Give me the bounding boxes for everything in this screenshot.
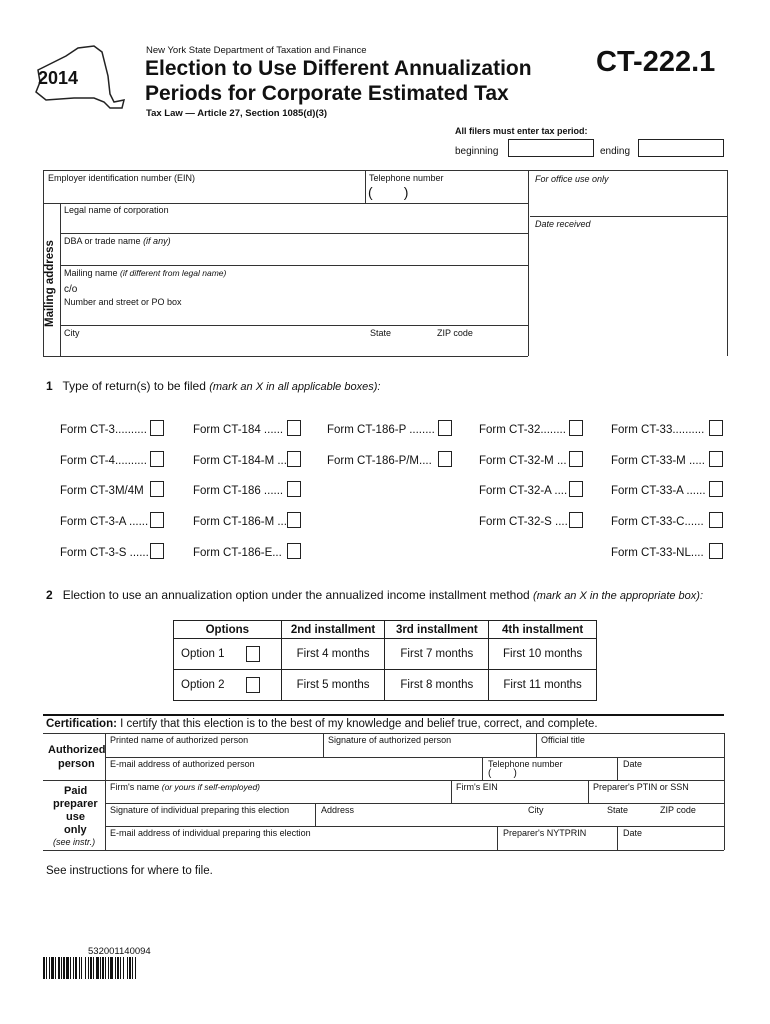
street-label: Number and street or PO box [64, 297, 182, 307]
auth-telephone-field[interactable]: ( ) [488, 768, 517, 779]
form-option-checkbox[interactable] [709, 543, 723, 559]
form-option-label: Form CT-186-E... [193, 547, 282, 559]
barcode-bar [81, 957, 82, 979]
ending-label: ending [600, 146, 631, 157]
table-row [174, 670, 597, 701]
barcode-bar [135, 957, 136, 979]
form-option-checkbox[interactable] [287, 512, 301, 528]
barcode-bar [85, 957, 86, 979]
nytprin-label: Preparer's NYTPRIN [503, 828, 587, 838]
form-option-checkbox[interactable] [709, 451, 723, 467]
table-cell: First 8 months [385, 670, 489, 701]
form-number: CT-222.1 [596, 46, 716, 78]
form-option-checkbox[interactable] [569, 512, 583, 528]
office-use-label: For office use only [535, 174, 609, 184]
form-option-label: Form CT-3.......... [60, 424, 147, 436]
beginning-label: beginning [455, 146, 499, 157]
installment3-header: 3rd installment [385, 621, 489, 639]
table-cell: First 10 months [489, 639, 597, 670]
telephone-field[interactable]: ( ) [368, 184, 409, 200]
form-option-checkbox[interactable] [709, 512, 723, 528]
barcode-bar [93, 957, 94, 979]
form-option-checkbox[interactable] [150, 543, 164, 559]
authorized-label: Authorized [48, 744, 106, 756]
form-option-label: Form CT-33.......... [611, 424, 705, 436]
form-option-label: Form CT-184-M ... [193, 455, 287, 467]
barcode-bar [49, 957, 50, 979]
law-reference: Tax Law — Article 27, Section 1085(d)(3) [146, 108, 328, 119]
firm-name-label [110, 782, 260, 792]
form-option-label: Form CT-32........ [479, 424, 566, 436]
option2-cell [174, 670, 282, 701]
barcode-bar [46, 957, 47, 979]
barcode-bar [73, 957, 74, 979]
barcode-bar [110, 957, 113, 979]
barcode [43, 957, 195, 979]
form-option-label: Form CT-186-P/M.... [327, 455, 432, 467]
installment2-header: 2nd installment [281, 621, 385, 639]
barcode-bar [55, 957, 56, 979]
prep-zip-label: ZIP code [660, 805, 696, 815]
form-option-label: Form CT-4.......... [60, 455, 147, 467]
table-cell: First 4 months [281, 639, 385, 670]
tax-period-heading: All filers must enter tax period: [455, 126, 588, 136]
address-label: Address [321, 805, 355, 815]
state-label: State [370, 328, 392, 338]
ein-label: Employer identification number (EIN) [48, 173, 196, 183]
form-title-line1: Election to Use Different Annualization [145, 57, 532, 80]
barcode-bar [63, 957, 65, 979]
form-option-checkbox[interactable] [569, 420, 583, 436]
barcode-bar [102, 957, 104, 979]
person-label: person [58, 758, 95, 770]
auth-telephone-label: Telephone number [488, 759, 563, 769]
form-option-checkbox[interactable] [709, 420, 723, 436]
form-option-label: Form CT-32-A .... [479, 485, 568, 497]
form-option-label: Form CT-184 ...... [193, 424, 284, 436]
dba-note: (if any) [143, 236, 171, 246]
preparer-label: preparer [53, 798, 98, 810]
certification-heading: Certification: [46, 718, 117, 730]
option2-checkbox[interactable] [246, 677, 260, 693]
installment4-header: 4th installment [489, 621, 597, 639]
barcode-bar [61, 957, 62, 979]
form-option-label: Form CT-186-M ... [193, 516, 287, 528]
form-option-checkbox[interactable] [438, 420, 452, 436]
firm-name-note: (or yours if self-employed) [161, 782, 261, 792]
line1-number: 1 [46, 379, 53, 393]
barcode-bar [105, 957, 106, 979]
barcode-bar [117, 957, 119, 979]
zip-label: ZIP code [437, 328, 473, 338]
beginning-date-field[interactable] [508, 139, 594, 157]
prep-email-label: E-mail address of individual preparing this election [110, 828, 311, 838]
form-option-checkbox[interactable] [150, 451, 164, 467]
printed-name-label: Printed name of authorized person [110, 735, 249, 745]
option1-cell [174, 639, 282, 670]
form-option-checkbox[interactable] [287, 451, 301, 467]
barcode-number: 532001140094 [88, 946, 151, 957]
date-received-label: Date received [535, 219, 591, 229]
mailing-name-text: Mailing name [64, 268, 118, 278]
form-option-checkbox[interactable] [438, 451, 452, 467]
line1-text: Type of return(s) to be filed [62, 379, 206, 393]
form-option-checkbox[interactable] [150, 420, 164, 436]
barcode-bar [127, 957, 128, 979]
barcode-bar [70, 957, 71, 979]
form-option-label: Form CT-3-A ...... [60, 516, 149, 528]
form-option-label: Form CT-32-M ... [479, 455, 567, 467]
barcode-bar [79, 957, 80, 979]
table-cell: First 11 months [489, 670, 597, 701]
barcode-bar [51, 957, 54, 979]
form-year: 2014 [38, 68, 79, 88]
filing-instructions: See instructions for where to file. [46, 865, 213, 877]
certification-statement [46, 718, 598, 730]
line2-note: (mark an X in the appropriate box): [533, 590, 704, 602]
paid-label: Paid [64, 785, 88, 797]
line2-text: Election to use an annualization option under the annualized income installment method [62, 588, 530, 602]
form-option-checkbox[interactable] [287, 481, 301, 497]
form-option-checkbox[interactable] [287, 543, 301, 559]
barcode-bar [108, 957, 109, 979]
barcode-bar [100, 957, 101, 979]
table-row [174, 639, 597, 670]
line1-note: (mark an X in all applicable boxes): [209, 381, 381, 393]
form-option-label: Form CT-33-NL.... [611, 547, 704, 559]
form-option-checkbox[interactable] [287, 420, 301, 436]
ny-state-logo [28, 42, 128, 114]
prep-signature-label: Signature of individual preparing this election [110, 805, 290, 815]
prep-state-label: State [607, 805, 629, 815]
form-option-label: Form CT-186-P ........ [327, 424, 435, 436]
only-label: only [64, 824, 87, 836]
table-cell: First 7 months [385, 639, 489, 670]
form-option-label: Form CT-186 ...... [193, 485, 284, 497]
form-option-label: Form CT-3-S ...... [60, 547, 149, 559]
line2-heading [46, 588, 703, 602]
barcode-bar [123, 957, 124, 979]
form-option-label: Form CT-32-S .... [479, 516, 568, 528]
co-label: c/o [64, 284, 78, 295]
barcode-bar [96, 957, 99, 979]
line1-heading [46, 379, 380, 393]
annualization-options-table [173, 620, 597, 701]
auth-date-label: Date [623, 759, 643, 769]
barcode-bar [129, 957, 131, 979]
form-option-checkbox[interactable] [150, 481, 164, 497]
firm-name-text: Firm's name [110, 782, 160, 792]
option1-label: Option 1 [181, 648, 225, 660]
barcode-bar [66, 957, 69, 979]
barcode-bar [115, 957, 116, 979]
barcode-bar [58, 957, 60, 979]
barcode-bar [120, 957, 121, 979]
official-title-label: Official title [541, 735, 585, 745]
line2-number: 2 [46, 588, 53, 602]
barcode-bar [88, 957, 89, 979]
mailing-name-note: (if different from legal name) [120, 268, 227, 278]
city-label: City [64, 328, 80, 338]
table-cell: First 5 months [281, 670, 385, 701]
options-header: Options [174, 621, 282, 639]
see-instr-label: (see instr.) [53, 837, 96, 847]
form-option-checkbox[interactable] [569, 481, 583, 497]
mailing-name-label [64, 268, 226, 278]
form-option-label: Form CT-3M/4M [60, 485, 144, 497]
barcode-bar [90, 957, 92, 979]
barcode-bar [75, 957, 77, 979]
form-option-checkbox[interactable] [709, 481, 723, 497]
ein-field[interactable] [46, 184, 362, 201]
option1-checkbox[interactable] [246, 646, 260, 662]
signature-label: Signature of authorized person [328, 735, 452, 745]
form-option-checkbox[interactable] [569, 451, 583, 467]
form-option-label: Form CT-33-A ...... [611, 485, 706, 497]
barcode-bar [43, 957, 45, 979]
ptin-label: Preparer's PTIN or SSN [593, 782, 689, 792]
department-name: New York State Department of Taxation and Finance [146, 45, 367, 56]
barcode-bar [132, 957, 133, 979]
dba-label [64, 236, 171, 246]
option2-label: Option 2 [181, 679, 225, 691]
form-option-label: Form CT-33-M ..... [611, 455, 705, 467]
use-label: use [66, 811, 85, 823]
prep-city-label: City [528, 805, 544, 815]
form-option-checkbox[interactable] [150, 512, 164, 528]
legal-name-label: Legal name of corporation [64, 205, 169, 215]
form-option-label: Form CT-33-C...... [611, 516, 704, 528]
telephone-label: Telephone number [369, 173, 444, 183]
ending-date-field[interactable] [638, 139, 724, 157]
email-label: E-mail address of authorized person [110, 759, 255, 769]
firm-ein-label: Firm's EIN [456, 782, 498, 792]
dba-label-text: DBA or trade name [64, 236, 141, 246]
certification-text: I certify that this election is to the best of my knowledge and belief true, correct, and complete. [120, 718, 598, 730]
mailing-address-vertical-label: Mailing address [44, 240, 56, 327]
form-title-line2: Periods for Corporate Estimated Tax [145, 82, 509, 105]
prep-date-label: Date [623, 828, 643, 838]
